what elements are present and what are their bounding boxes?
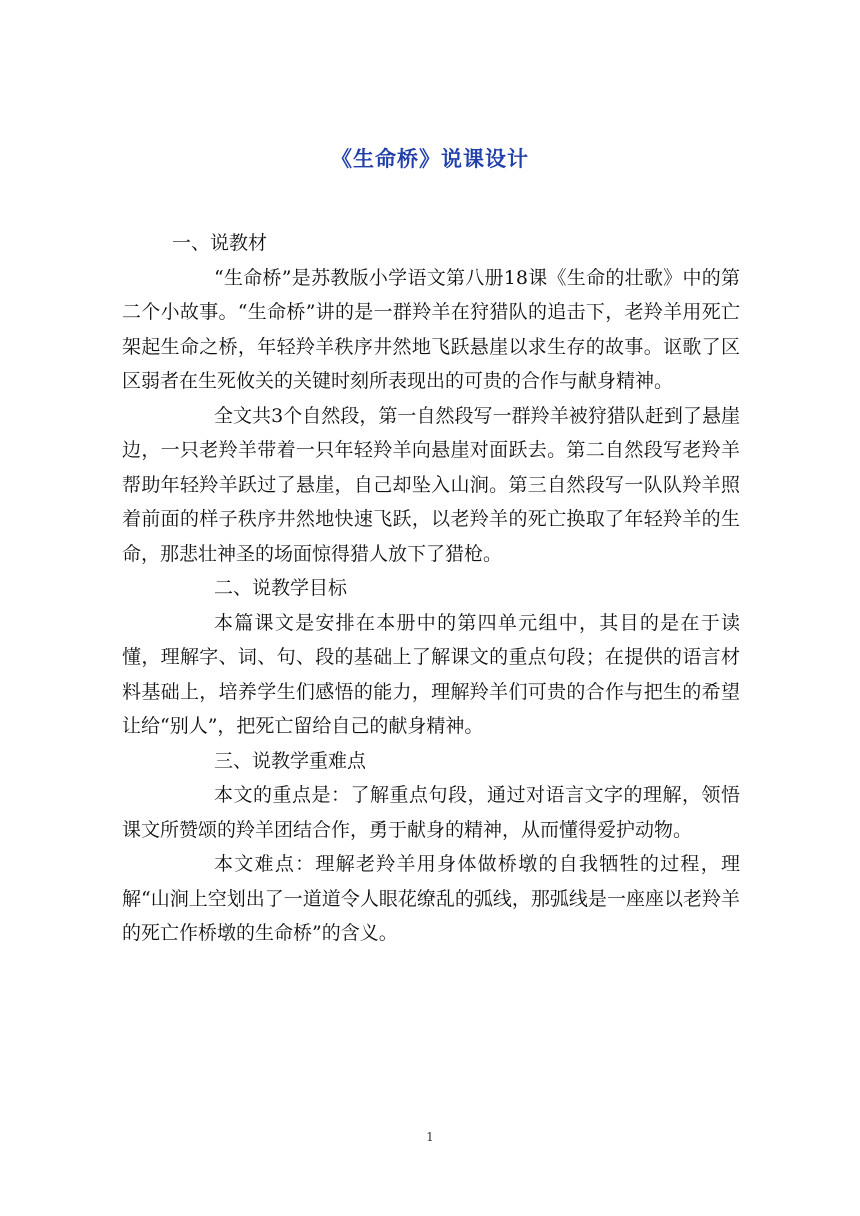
document-body (122, 226, 740, 951)
section-heading-teaching-goals: 二、说教学目标 (214, 577, 348, 599)
paragraph: 本文的重点是：了解重点句段，通过对语言文字的理解，领悟课文所赞颂的羚羊团结合作，勇于献身的精神，从而懂得爱护动物。 (122, 784, 740, 841)
paragraph: “生命桥”是苏教版小学语文第八册18课《生命的壮歌》中的第二个小故事。“生命桥”讲的是一群羚羊在狩猎队的追击下，老羚羊用死亡架起生命之桥，年轻羚羊秩序井然地飞跃悬崖以求生存的故事。讴歌了区区弱者在生死攸关的关键时刻所表现出的可贵的合作与献身精神。 (122, 266, 740, 392)
paragraph: 本文难点：理解老羚羊用身体做桥墩的自我牺牲的过程，理解“山涧上空划出了一道道令人眼花缭乱的弧线，那弧线是一座座以老羚羊的死亡作桥墩的生命桥”的含义。 (122, 853, 740, 944)
page-number: 1 (426, 1130, 434, 1144)
paragraph: 全文共3个自然段，第一自然段写一群羚羊被狩猎队赶到了悬崖边，一只老羚羊带着一只年轻羚羊向悬崖对面跃去。第二自然段写老羚羊帮助年轻羚羊跃过了悬崖，自己却坠入山涧。第三自然段写一队队羚羊照着前面的样子秩序井然地快速飞跃，以老羚羊的死亡换取了年轻羚羊的生命，那悲壮神圣的场面惊得猎人放下了猎枪。 (122, 404, 740, 565)
document-title: 《生命桥》说课设计 (331, 146, 529, 171)
paragraph: 本篇课文是安排在本册中的第四单元组中，其目的是在于读懂，理解字、词、句、段的基础上了解课文的重点句段；在提供的语言材料基础上，培养学生们感悟的能力，理解羚羊们可贵的合作与把生的希望让给“别人”，把死亡留给自己的献身精神。 (122, 611, 740, 737)
section-heading-teaching-material: 一、说教材 (172, 232, 268, 254)
section-heading-key-points: 三、说教学重难点 (214, 749, 367, 772)
